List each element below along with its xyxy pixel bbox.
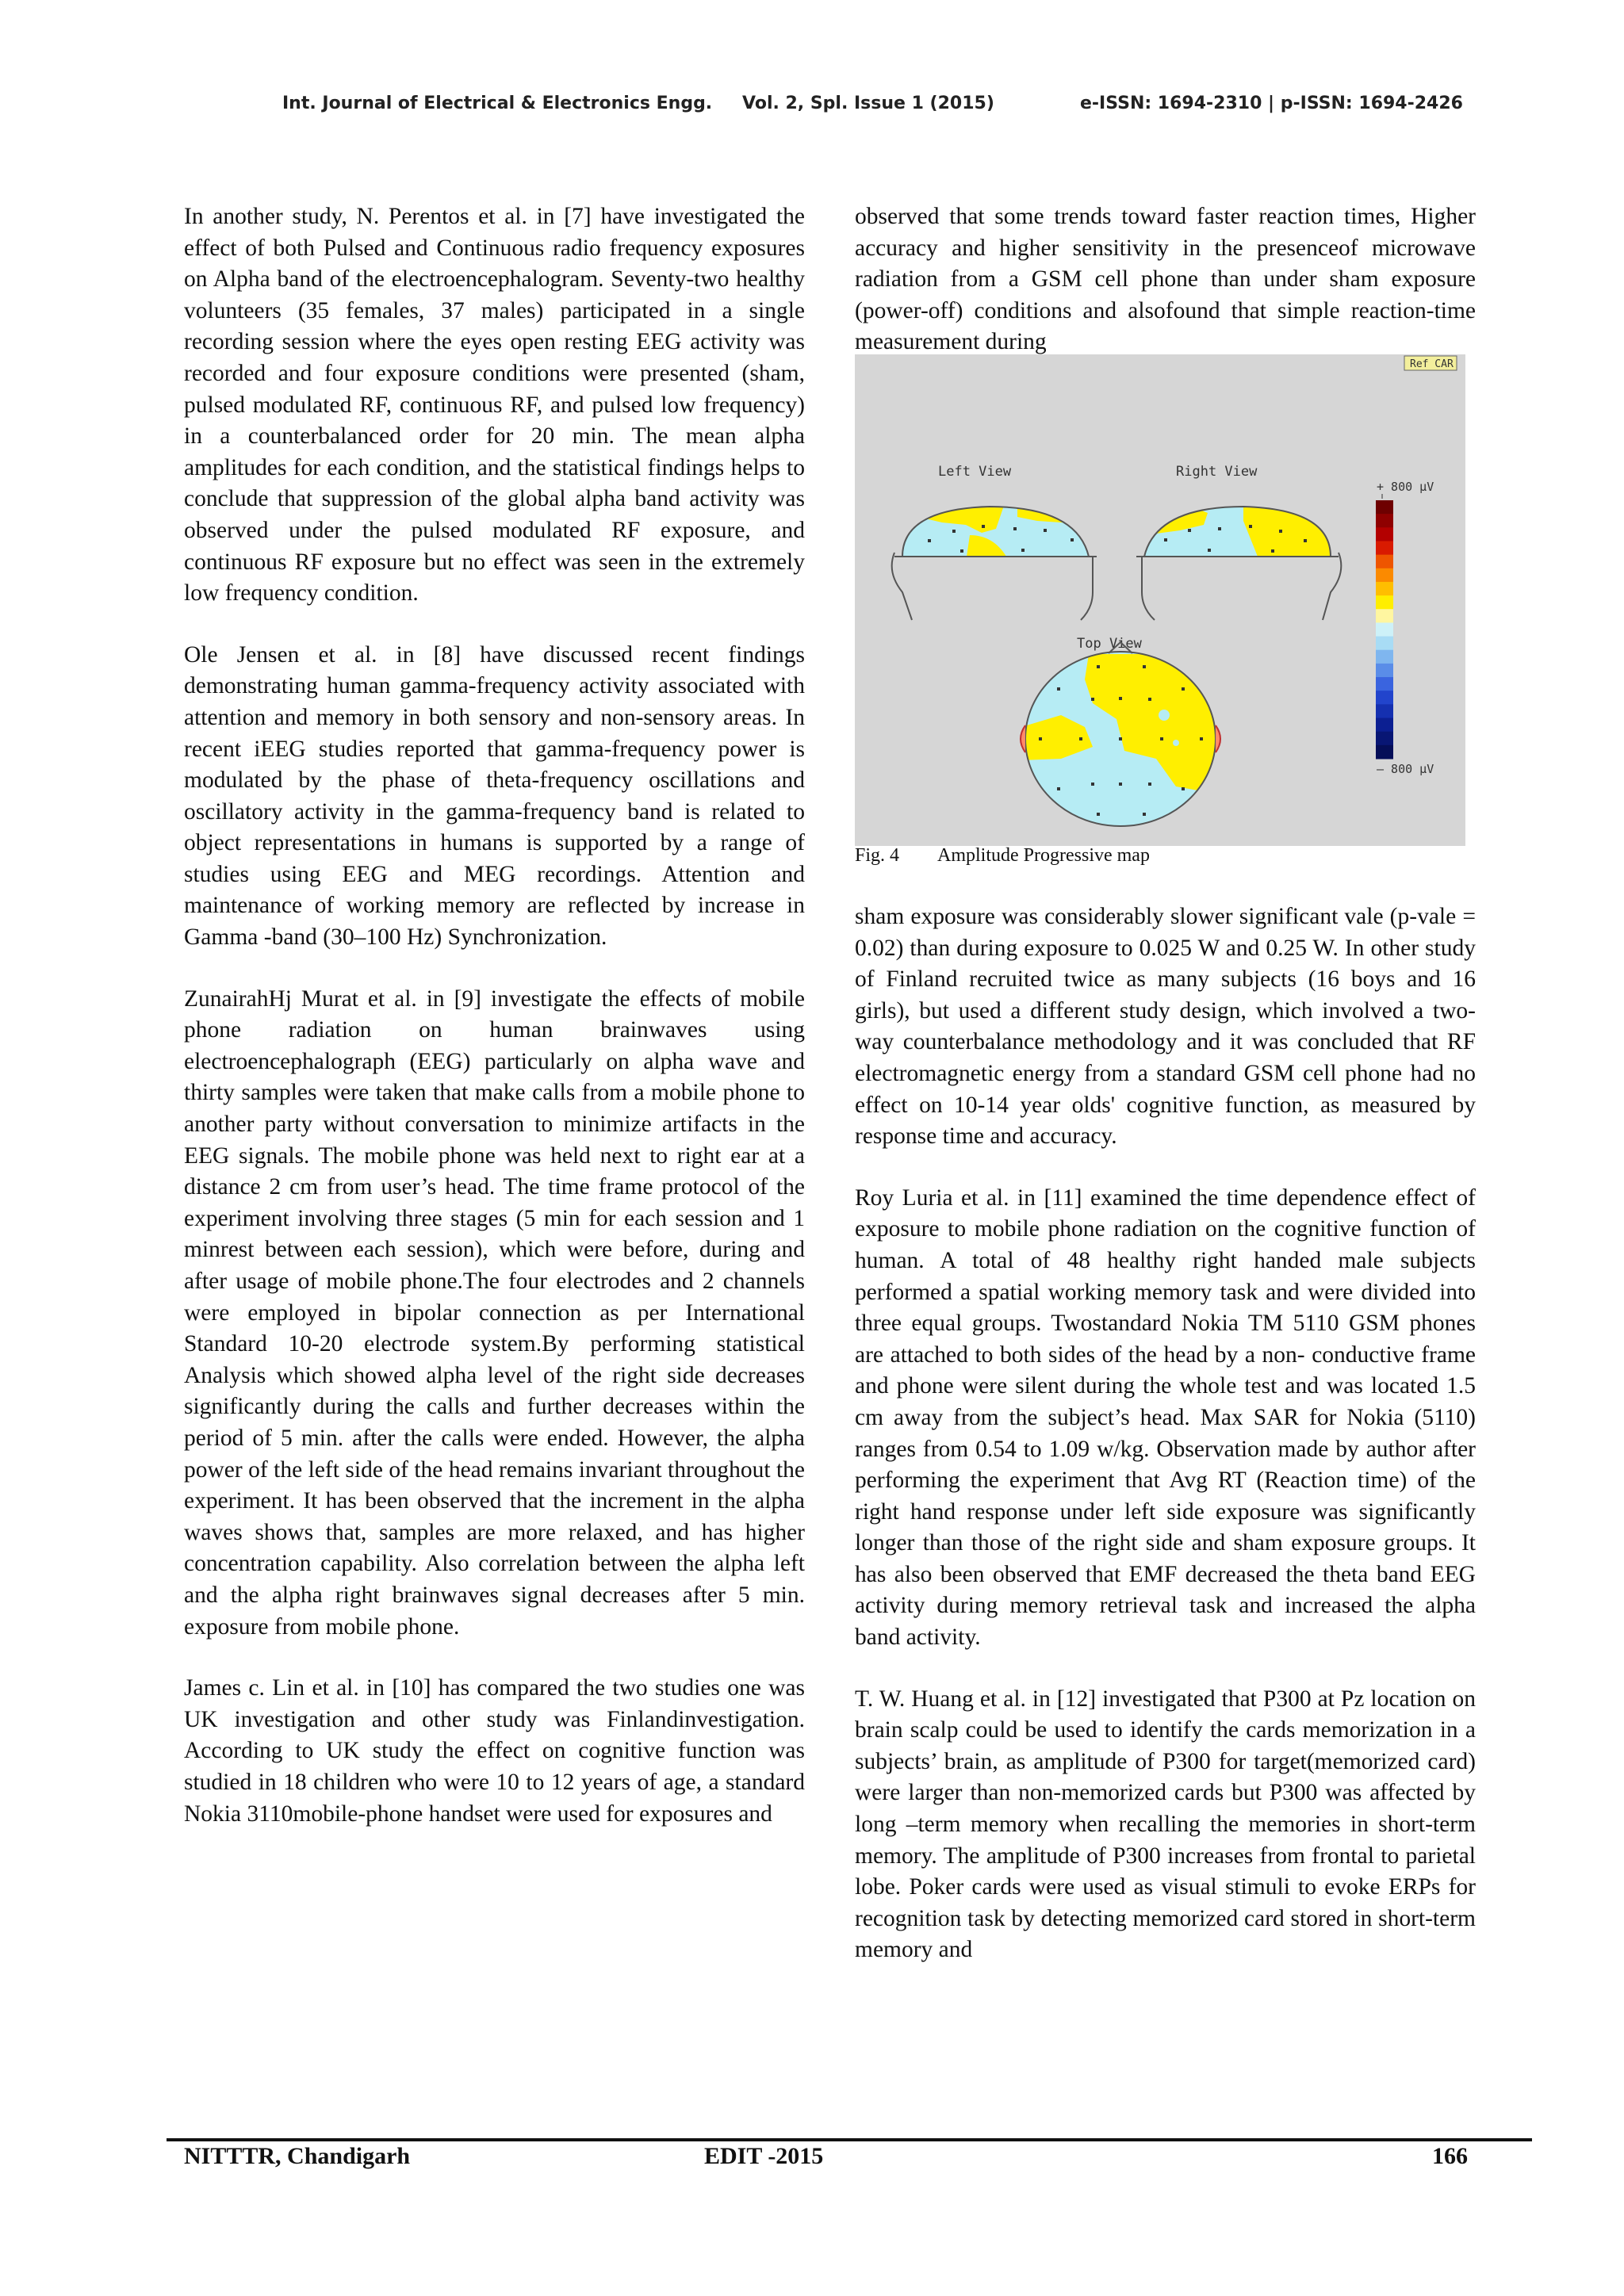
scale-swatch bbox=[1376, 677, 1393, 691]
scale-swatch bbox=[1376, 609, 1393, 623]
scale-swatch bbox=[1376, 527, 1393, 541]
scale-swatch bbox=[1376, 745, 1393, 760]
paragraph-murat: ZunairahHj Murat et al. in [9] investigate the effects of mobile phone radiation on human brainwaves using electroencephalograph (EEG) particularly on alpha wave and thirty samples were taken that make calls from a mobile phone to another party without conversation to minimize artifacts in the EEG signals. The mobile phone was held next to right ear at a distance 2 cm from user’s head. The time frame protocol of the experiment involving three stages (5 min for each session and 1 minrest between each session), which were before, during and after usage of mobile phone.The four electrodes and 2 channels were employed in bipolar connection as per International Standard 10-20 electrode system.By performing statistical Analysis which showed alpha level of the right side decreases significantly during the calls and further decreases within the period of 5 min. after the calls were ended. However, the alpha power of the left side of the head remains invariant throughout the experiment. It has been observed that the increment in the alpha waves shows that, samples are more relaxed, and has higher concentration capability. Also correlation between the alpha left and the alpha right brainwaves signal decreases after 5 min. exposure from mobile phone. bbox=[184, 985, 805, 1640]
ref-car-label: Ref CAR bbox=[1410, 358, 1454, 370]
scale-swatch bbox=[1376, 568, 1393, 583]
journal-title: Int. Journal of Electrical & Electronics Engg. bbox=[282, 94, 713, 113]
issn-info: e-ISSN: 1694-2310 | p-ISSN: 1694-2426 bbox=[1080, 94, 1463, 113]
left-view-label: Left View bbox=[938, 464, 1012, 480]
scale-swatch bbox=[1376, 595, 1393, 610]
scale-swatch bbox=[1376, 582, 1393, 596]
amplitude-map-svg bbox=[855, 354, 1465, 846]
scale-swatch bbox=[1376, 500, 1393, 515]
left-column bbox=[184, 201, 805, 1860]
top-view-label: Top View bbox=[1077, 636, 1142, 652]
paragraph-luria: Roy Luria et al. in [11] examined the time dependence effect of exposure to mobile phone radiation on the cognitive function of human. A total of 48 healthy right handed male subjects performed a spatial working memory task and were divided into three equal groups. Twostandard Nokia TM 5110 GSM phones are attached to both sides of the head by a non- conductive frame and phone were silent during the whole test and was located 1.5 cm away from the subject’s head. Max SAR for Nokia (5110) ranges from 0.54 to 1.09 w/kg. Observation made by author after performing the experiment that Avg RT (Reaction time) of the right hand response under left side exposure was significantly longer than those of the right side and sham exposure groups. It has also been observed that EMF decreased the theta band EEG activity during memory retrieval task and increased the alpha band activity. bbox=[855, 1184, 1476, 1651]
amplitude-map-figure bbox=[855, 354, 1465, 846]
paragraph-huang: T. W. Huang et al. in [12] investigated that P300 at Pz location on brain scalp could be used to identify the cards memorization in a subjects’ brain, as amplitude of P300 for target(memorized card) were larger than non-memorized cards but P300 was affected by long –term memory when recalling the memories in short-term memory. The amplitude of P300 increases from frontal to parietal lobe. Poker cards were used as visual stimuli to evoke ERPs for recognition task by detecting memorized card stored in short-term memory and bbox=[855, 1686, 1476, 1963]
figure-caption bbox=[855, 845, 1150, 867]
paragraph-sham: sham exposure was considerably slower significant vale (p-vale = 0.02) than during exposure to 0.025 W and 0.25 W. In other study of Finland recruited twice as many subjects (16 boys and 16 girls), but used a different study design, which involved a two-way counterbalance methodology and it was concluded that RF electromagnetic energy from a standard GSM cell phone had no effect on 10-14 year olds' cognitive function, as measured by response time and accuracy. bbox=[855, 904, 1476, 1150]
scale-swatch bbox=[1376, 514, 1393, 528]
scale-swatch bbox=[1376, 622, 1393, 637]
footer-institute: NITTTR, Chandigarh bbox=[184, 2143, 411, 2169]
footer-edition: EDIT -2015 bbox=[704, 2143, 824, 2169]
paragraph-lin: James c. Lin et al. in [10] has compared the two studies one was UK investigation and other study was Finlandinvestigation. According to UK study the effect on cognitive function was studied in 18 children who were 10 to 12 years of age, a standard Nokia 3110mobile-phone handset were used for exposures and bbox=[184, 1675, 805, 1827]
figure-number: Fig. 4 bbox=[855, 845, 900, 866]
volume-info: Vol. 2, Spl. Issue 1 (2015) bbox=[742, 94, 994, 113]
scale-swatch bbox=[1376, 732, 1393, 746]
scale-min-label: – 800 µV bbox=[1377, 762, 1434, 776]
paragraph-perentos: In another study, N. Perentos et al. in [7] have investigated the effect of both Pulsed and Continuous radio frequency exposures on Alpha band of the electroencephalogram. Seventy-two healthy volunteers (35 females, 37 males) participated in a single recording session where the eyes open resting EEG activity was recorded and four exposure conditions were presented (sham, pulsed modulated RF, continuous RF, and pulsed low frequency) in a counterbalanced order for 20 min. The mean alpha amplitudes for each condition, and the statistical findings helps to conclude that suppression of the global alpha band activity was observed under the pulsed modulated RF exposure, and continuous RF exposure but no effect was seen in the extremely low frequency condition. bbox=[184, 204, 805, 607]
figure-caption-text: Amplitude Progressive map bbox=[937, 845, 1150, 866]
right-column-bottom bbox=[855, 901, 1476, 1996]
scale-swatch bbox=[1376, 704, 1393, 718]
color-scale-bar bbox=[1376, 500, 1393, 760]
right-view-label: Right View bbox=[1176, 464, 1258, 480]
footer-rule bbox=[167, 2138, 1532, 2141]
scale-swatch bbox=[1376, 555, 1393, 569]
scale-max-label: + 800 µV bbox=[1377, 480, 1434, 494]
paragraph-jensen: Ole Jensen et al. in [8] have discussed recent findings demonstrating human gamma-frequency activity associated with attention and memory in both sensory and non-sensory areas. In recent iEEG studies reported that gamma-frequency power is modulated by the phase of theta-frequency oscillations and oscillatory activity in the gamma-frequency band is related to object representations in humans is supported by a range of studies using EEG and MEG recordings. Attention and maintenance of working memory are reflected by increase in Gamma -band (30–100 Hz) Synchronization. bbox=[184, 641, 805, 951]
page-number: 166 bbox=[1432, 2143, 1468, 2169]
scale-swatch bbox=[1376, 718, 1393, 733]
scale-swatch bbox=[1376, 650, 1393, 664]
scale-swatch bbox=[1376, 664, 1393, 678]
scale-swatch bbox=[1376, 541, 1393, 555]
scale-swatch bbox=[1376, 637, 1393, 651]
paragraph-observed: observed that some trends toward faster reaction times, Higher accuracy and higher sensitivity in the presenceof microwave radiation from a GSM cell phone than under sham exposure (power-off) conditions and alsofound that simple reaction-time measurement during bbox=[855, 204, 1476, 355]
scale-swatch bbox=[1376, 691, 1393, 705]
